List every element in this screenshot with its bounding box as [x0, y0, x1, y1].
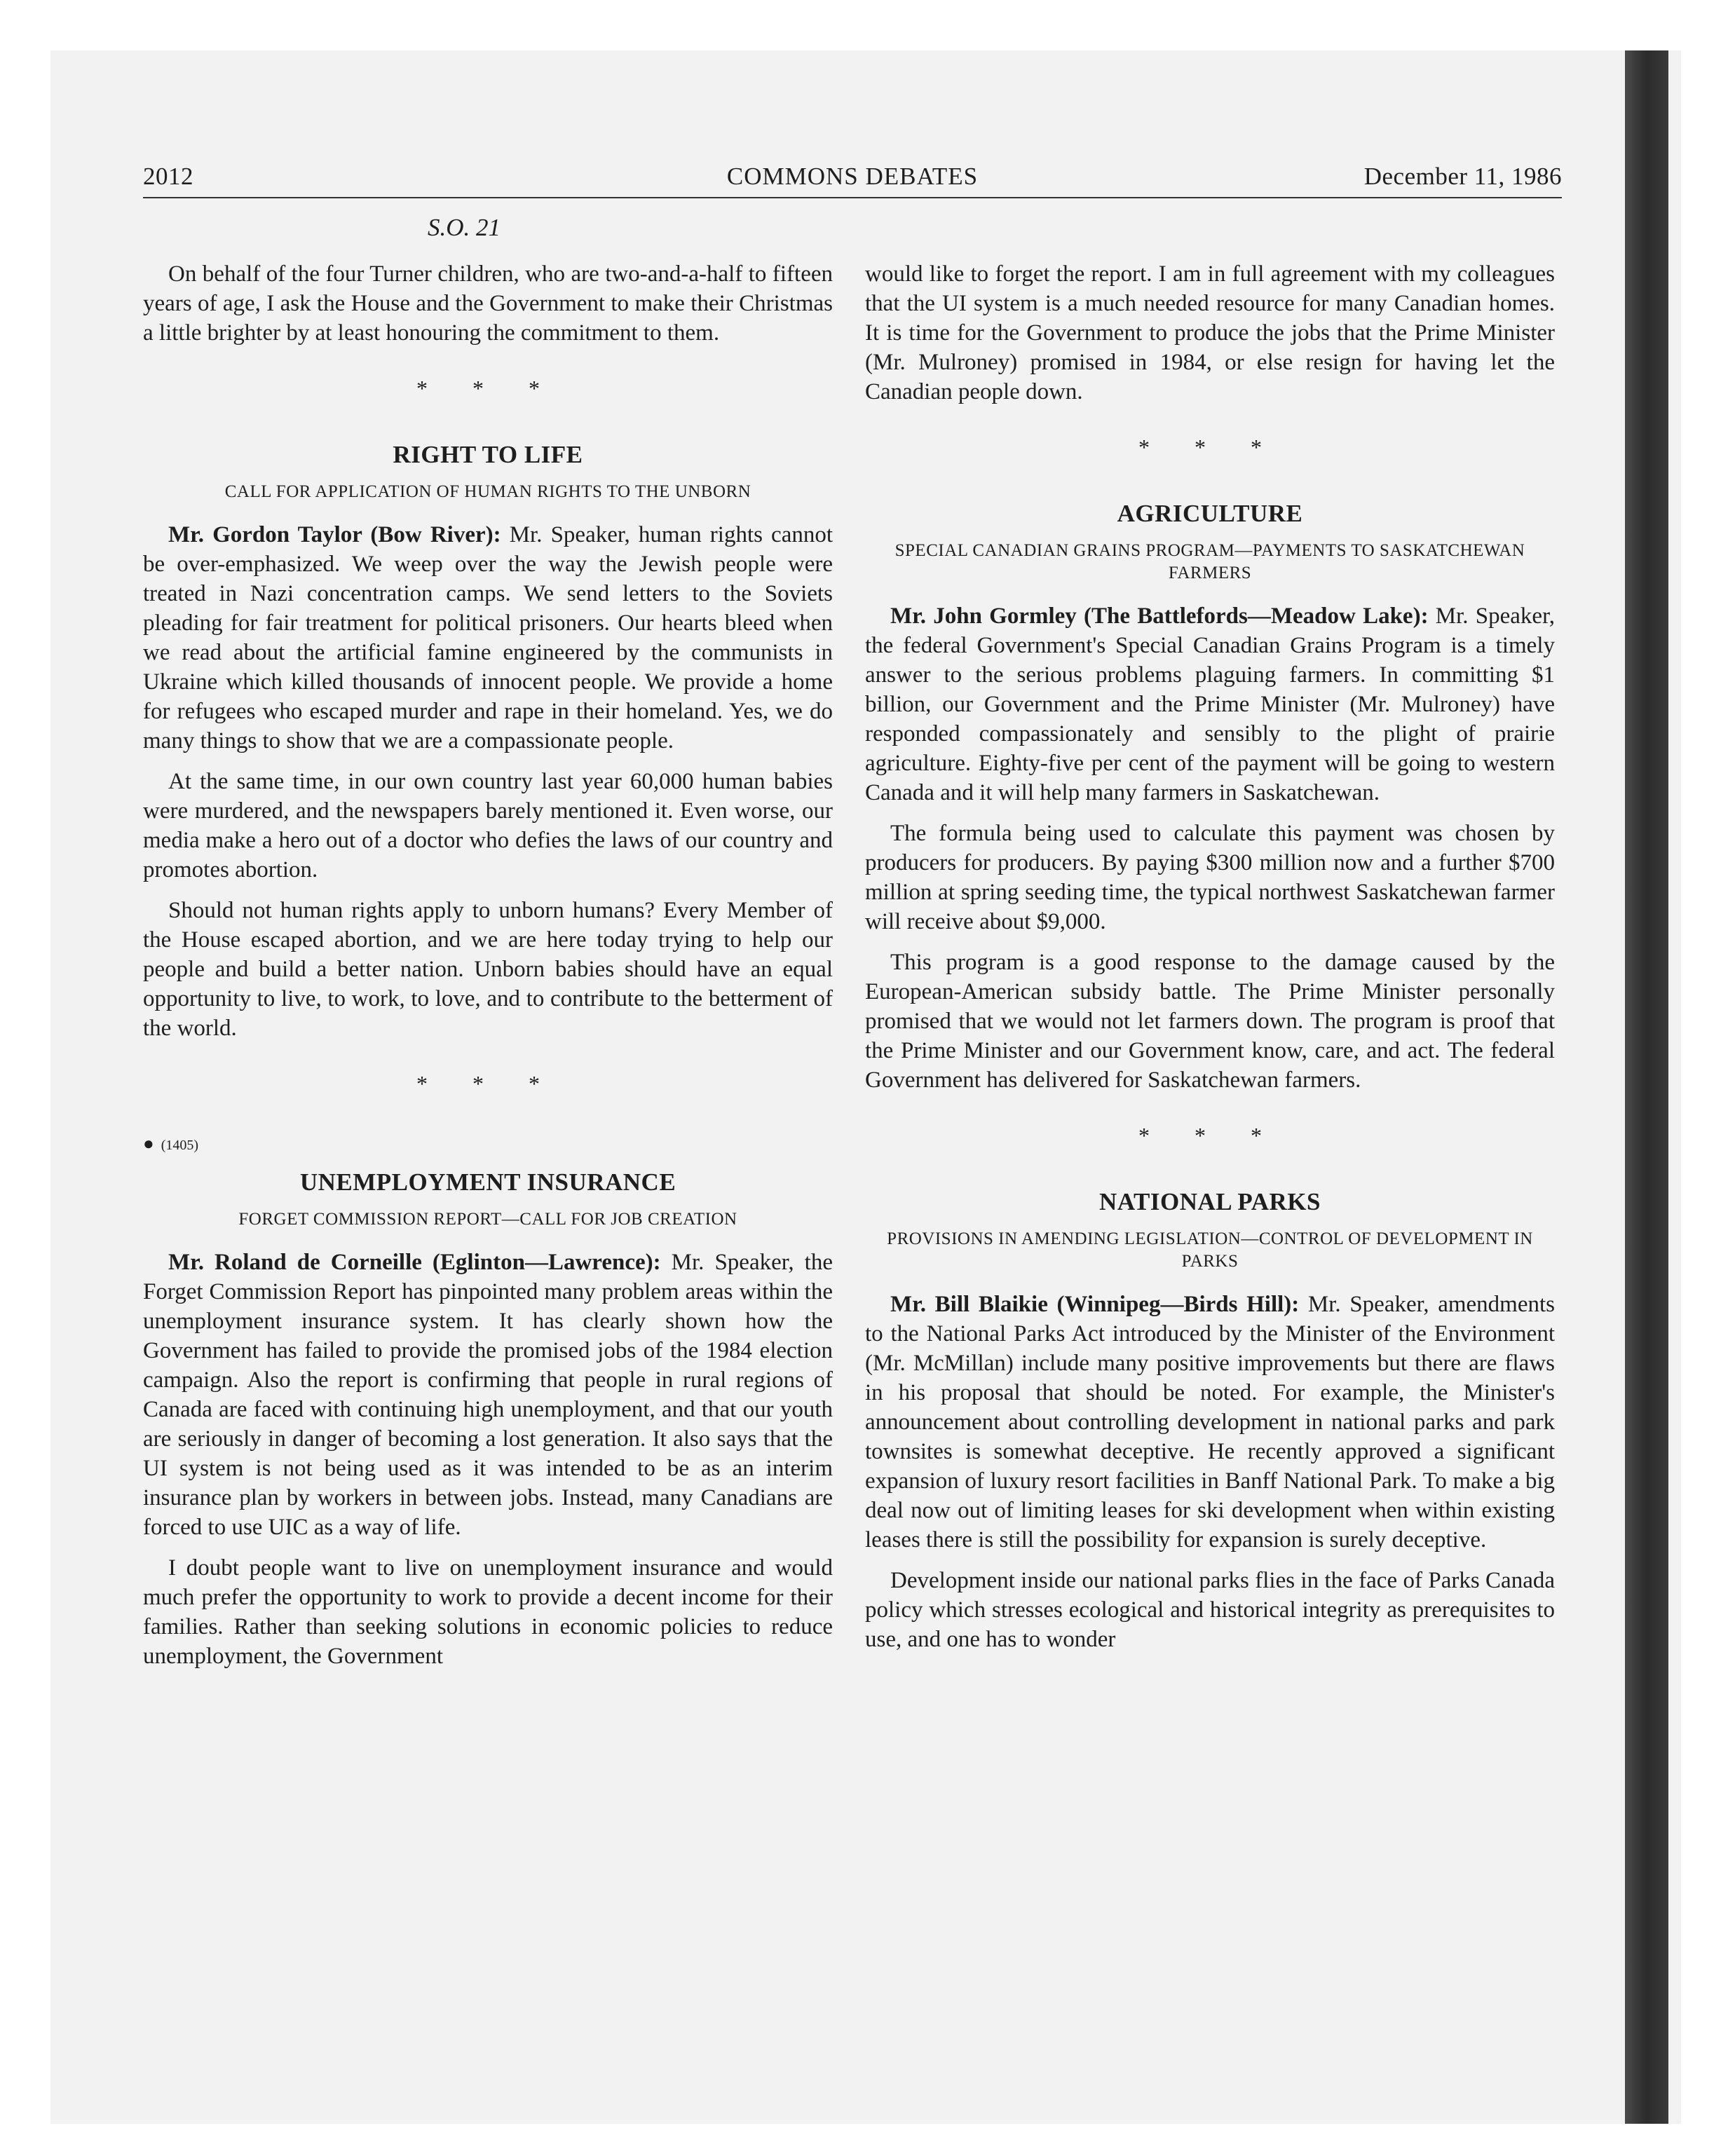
parks-paragraph-2: Development inside our national parks flies in the face of Parks Canada policy which stresses ecological and historical integrity as prerequisites to use, and one has to wonder: [865, 1568, 1555, 1652]
agriculture-paragraph-2: The formula being used to calculate this payment was chosen by producers for producers. By paying $300 million now and a further $700 million at spring seeding time, the typical northwest Saskatchewan farmer will receive about $9,000.: [865, 821, 1555, 934]
header-date: December 11, 1986: [1363, 163, 1562, 190]
agriculture-subheading: SPECIAL CANADIAN GRAINS PROGRAM—PAYMENTS TO SASKATCHEWAN FARMERS: [894, 541, 1525, 582]
unemployment-paragraph-1: [143, 1248, 833, 1542]
section-separator: * * *: [1138, 1123, 1281, 1148]
time-marker: [143, 1133, 833, 1155]
right-to-life-subheading: CALL FOR APPLICATION OF HUMAN RIGHTS TO THE UNBORN: [224, 482, 751, 501]
agriculture-heading: AGRICULTURE: [1117, 500, 1303, 527]
intro-paragraph: On behalf of the four Turner children, who are two-and-a-half to fifteen years of age, I ask the House and the Government to make their Christmas a little brighter by at least honouring the commitment to them.: [143, 261, 833, 346]
continuation-paragraph: would like to forget the report. I am in full agreement with my colleagues that the UI system is a much needed resource for many Canadian homes. It is time for the Government to produce the jobs that the Prime Minister (Mr. Mulroney) promised in 1984, or else resign for having let the Canadian people down.: [865, 261, 1555, 404]
statement-text: Mr. Speaker, the federal Government's Special Canadian Grains Program is a timely answer to the serious problems plaguing farmers. In committing $1 billion, our Government and the Prime Minister (Mr. Mulroney) have responded compassionately and sensibly to the plight of prairie agriculture. Eighty-five per cent of the payment will be going to western Canada and it will help many farmers in Saskatchewan.: [865, 603, 1555, 805]
unemployment-subheading: FORGET COMMISSION REPORT—CALL FOR JOB CREATION: [238, 1210, 737, 1229]
statement-text: Mr. Speaker, amendments to the National Parks Act introduced by the Minister of the Environment (Mr. McMillan) include many positive improvements but there are flaws in his proposal that should be noted. For example, the Minister's announcement about controlling development in national parks and park townsites is somewhat deceptive. He recently approved a significant expansion of luxury resort facilities in Banff National Park. To make a big deal now out of limiting leases for ski development when within existing leases there is still the possibility for expansion is surely deceptive.: [865, 1292, 1555, 1553]
unemployment-heading: UNEMPLOYMENT INSURANCE: [299, 1168, 676, 1196]
section-separator: * * *: [416, 376, 559, 401]
bullet-icon: ●: [143, 1133, 154, 1154]
right-to-life-paragraph-3: Should not human rights apply to unborn humans? Every Member of the House escaped abortion, and we are here today trying to help our people and build a better nation. Unborn babies should have an equal opportunity to live, to work, to love, and to contribute to the betterment of the world.: [143, 898, 833, 1041]
section-label: S.O. 21: [428, 214, 501, 241]
right-to-life-heading: RIGHT TO LIFE: [393, 441, 583, 468]
statement-text: Mr. Speaker, human rights cannot be over-emphasized. We weep over the way the Jewish people were treated in Nazi concentration camps. We send letters to the Soviets pleading for fair treatment for political prisoners. Our hearts bleed when we read about the artificial famine engineered by the communists in Ukraine which killed thousands of innocent people. We provide a home for refugees who escaped murder and rape in their homeland. Yes, we do many things to show that we are a compassionate people.: [143, 522, 834, 753]
parks-heading: NATIONAL PARKS: [1099, 1188, 1321, 1215]
page-number: 2012: [143, 163, 193, 190]
header-rule: [143, 197, 1562, 198]
parks-subheading: PROVISIONS IN AMENDING LEGISLATION—CONTROL OF DEVELOPMENT IN PARKS: [887, 1229, 1533, 1271]
right-to-life-paragraph-2: At the same time, in our own country last year 60,000 human babies were murdered, and the newspapers barely mentioned it. Even worse, our media make a hero out of a doctor who defies the laws of our country and promotes abortion.: [143, 769, 833, 882]
speaker-name: Mr. John Gormley (The Battlefords—Meadow Lake):: [890, 603, 1429, 629]
section-separator: * * *: [1138, 435, 1281, 460]
speaker-name: Mr. Bill Blaikie (Winnipeg—Birds Hill):: [890, 1292, 1300, 1317]
time-marker-text: (1405): [161, 1138, 199, 1153]
unemployment-paragraph-2: I doubt people want to live on unemployment insurance and would much prefer the opportunity to work to provide a decent income for their families. Rather than seeking solutions in economic policies to reduce unemployment, the Government: [143, 1555, 833, 1669]
agriculture-paragraph-3: This program is a good response to the damage caused by the European-American subsidy battle. The Prime Minister personally promised that we would not let farmers down. The program is proof that the Prime Minister and our Government know, care, and act. The federal Government has delivered for Saskatchewan farmers.: [865, 950, 1555, 1093]
agriculture-paragraph-1: [865, 601, 1555, 807]
parks-paragraph-1: [865, 1290, 1555, 1555]
right-column: [865, 259, 1555, 1665]
section-separator: * * *: [416, 1071, 559, 1096]
left-column: [143, 259, 833, 1682]
publication-title: COMMONS DEBATES: [726, 163, 979, 190]
speaker-name: Mr. Gordon Taylor (Bow River):: [168, 522, 501, 547]
running-header: [143, 163, 1562, 198]
right-to-life-paragraph-1: [143, 520, 833, 756]
speaker-name: Mr. Roland de Corneille (Eglinton—Lawrence):: [168, 1250, 661, 1275]
statement-text: Mr. Speaker, the Forget Commission Report has pinpointed many problem areas within the unemployment insurance system. It has clearly shown how the Government has failed to provide the promised jobs of the 1984 election campaign. Also the report is confirming that people in rural regions of Canada are faced with continuing high unemployment, and that our youth are seriously in danger of becoming a lost generation. It also says that the UI system is not being used as it was intended to be as an interim insurance plan by workers in between jobs. Instead, many Canadians are forced to use UIC as a way of life.: [143, 1250, 834, 1540]
page-binding-edge: [1625, 50, 1668, 2124]
